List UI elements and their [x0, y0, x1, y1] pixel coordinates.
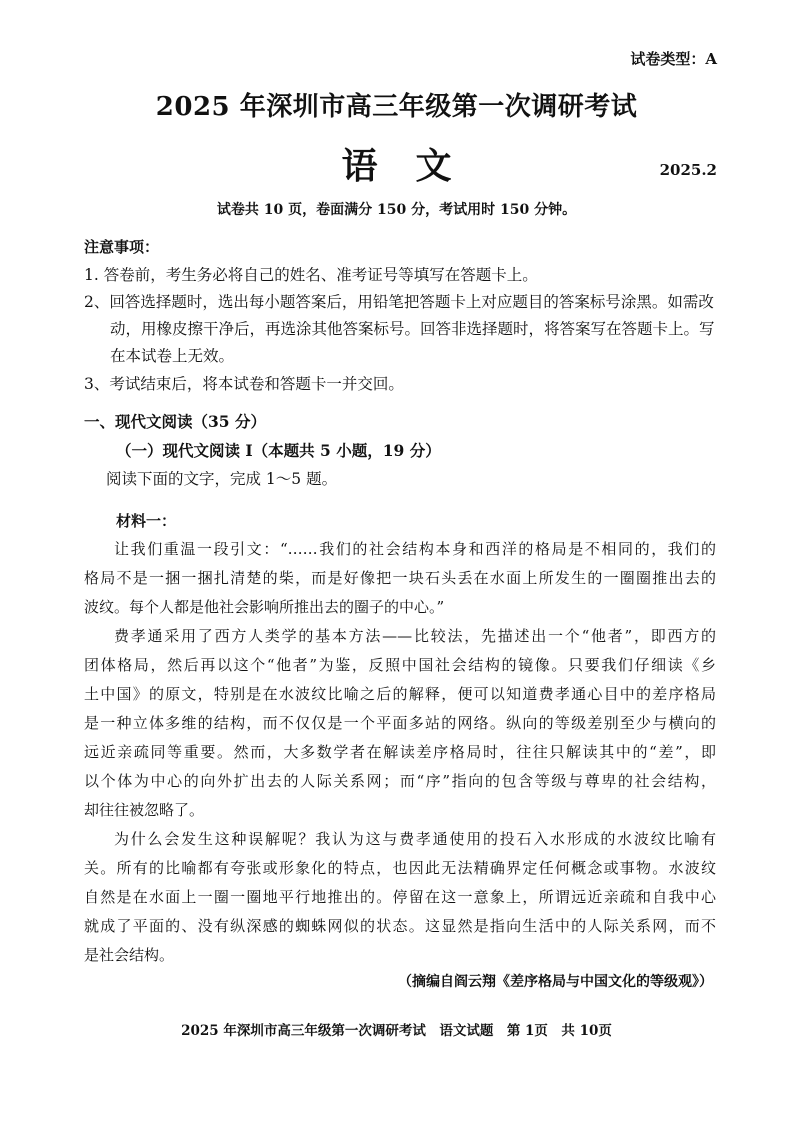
- passage-line: 波纹。每个人都是他社会影响所推出去的圈子的中心。”: [84, 598, 445, 616]
- paper-type-label: 试卷类型：A: [630, 50, 717, 68]
- passage-line: 却往往被忽略了。: [84, 801, 205, 819]
- section-subtitle: （一）现代文阅读 I（本题共 5 小题，19 分）: [116, 441, 441, 460]
- passage-line: 格局不是一捆一捆扎清楚的柴，而是好像把一块石头丢在水面上所发生的一圈圈推出去的: [84, 569, 716, 587]
- passage-line: 土中国》的原文，特别是在水波纹比喻之后的解释，便可以知道费孝通心目中的差序格局: [84, 685, 716, 703]
- exam-info: 试卷共 10 页，卷面满分 150 分，考试用时 150 分钟。: [216, 202, 577, 218]
- material-label: 材料一：: [116, 512, 177, 530]
- notice-heading: 注意事项：: [84, 238, 160, 256]
- passage-line: 关。所有的比喻都有夸张或形象化的特点，也因此无法精确界定任何概念或事物。水波纹: [84, 859, 716, 877]
- subject-title: 语文: [341, 145, 490, 187]
- passage-line: 远近亲疏同等重要。然而，大多数学者在解读差序格局时，往往只解读其中的“差”，即: [84, 743, 716, 761]
- passage-line: 为什么会发生这种误解呢？我认为这与费孝通使用的投石入水形成的水波纹比喻有: [114, 830, 716, 848]
- page-footer: 2025 年深圳市高三年级第一次调研考试 语文试题 第 1页 共 10页: [181, 1023, 612, 1039]
- passage-line: 团体格局，然后再以这个“他者”为鉴，反照中国社会结构的镜像。只要我们仔细读《乡: [84, 656, 716, 674]
- passage-line: 就成了平面的、没有纵深感的蜘蛛网似的状态。这显然是指向生活中的人际关系网，而不: [84, 917, 716, 935]
- notice-item-2-line-3: 在本试卷上无效。: [110, 347, 235, 365]
- notice-item-2-line-1: 2、回答选择题时，选出每小题答案后，用铅笔把答题卡上对应题目的答案标号涂黑。如需改: [84, 293, 714, 311]
- passage-line: 费孝通采用了西方人类学的基本方法——比较法，先描述出一个“他者”，即西方的: [114, 627, 716, 645]
- passage-source: （摘编自阎云翔《差序格局与中国文化的等级观》）: [398, 974, 713, 990]
- reading-passage: [84, 535, 716, 970]
- exam-date: 2025.2: [659, 161, 717, 179]
- section-instruction: 阅读下面的文字，完成 1～5 题。: [106, 470, 338, 488]
- section-title: 一、现代文阅读（35 分）: [84, 412, 266, 431]
- notice-item-1: 1. 答卷前，考生务必将自己的姓名、准考证号等填写在答题卡上。: [84, 266, 538, 284]
- passage-line: 自然是在水面上一圈一圈地平行地推出的。停留在这一意象上，所谓远近亲疏和自我中心: [84, 888, 716, 906]
- exam-title: 2025 年深圳市高三年级第一次调研考试: [155, 92, 638, 122]
- passage-line: 是社会结构。: [84, 946, 175, 964]
- notice-item-3: 3、考试结束后，将本试卷和答题卡一并交回。: [84, 375, 404, 393]
- notice-item-2-line-2: 动，用橡皮擦干净后，再选涂其他答案标号。回答非选择题时，将答案写在答题卡上。写: [110, 320, 715, 338]
- passage-line: 让我们重温一段引文：“……我们的社会结构本身和西洋的格局是不相同的，我们的: [114, 540, 716, 558]
- passage-line: 是一种立体多维的结构，而不仅仅是一个平面多站的网络。纵向的等级差别至少与横向的: [84, 714, 716, 732]
- passage-line: 以个体为中心的向外扩出去的人际关系网；而“序”指向的包含等级与尊卑的社会结构，: [84, 772, 716, 790]
